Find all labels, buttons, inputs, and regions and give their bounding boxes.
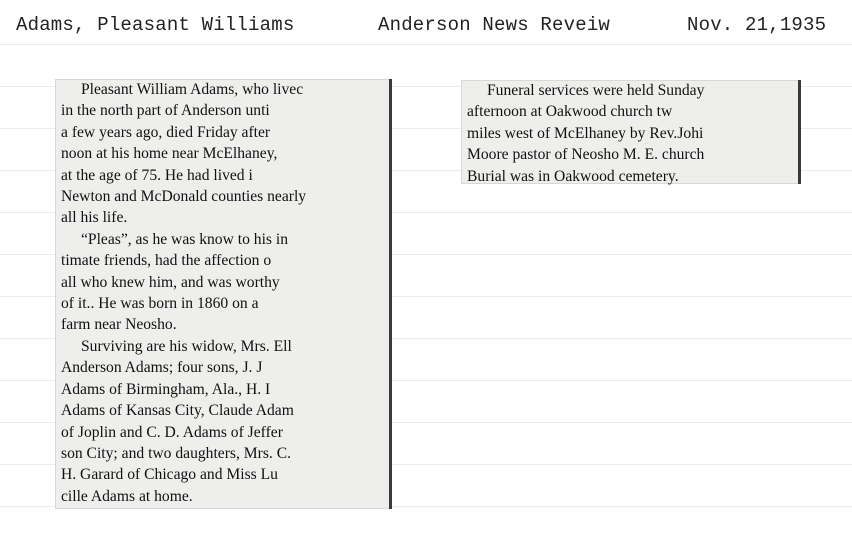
index-card-header: [0, 0, 852, 44]
text-line: Adams of Birmingham, Ala., H. I: [61, 380, 271, 398]
text-line: all who knew him, and was worthy: [61, 273, 280, 291]
subject-name: Adams, Pleasant Williams: [16, 14, 295, 36]
text-line: of it.. He was born in 1860 on a: [61, 295, 259, 313]
publication-date: Nov. 21,1935: [687, 14, 827, 36]
text-line: Pleasant William Adams, who livec: [81, 81, 304, 98]
text-line: Funeral services were held Sunday: [487, 82, 705, 99]
obituary-text: [61, 79, 388, 507]
text-line: afternoon at Oakwood church tw: [467, 103, 673, 121]
text-line: all his life.: [61, 209, 128, 227]
text-line: a few years ago, died Friday after: [61, 123, 271, 141]
text-line: cille Adams at home.: [61, 487, 193, 505]
funeral-clipping: [461, 80, 801, 184]
text-line: H. Garard of Chicago and Miss Lu: [61, 466, 278, 484]
text-line: of Joplin and C. D. Adams of Jeffer: [61, 423, 283, 441]
text-line: in the north part of Anderson unti: [61, 102, 270, 120]
text-line: Newton and McDonald counties nearly: [61, 188, 307, 206]
text-line: Anderson Adams; four sons, J. J: [61, 359, 263, 377]
text-line: at the age of 75. He had lived i: [61, 166, 253, 184]
text-line: “Pleas”, as he was know to his in: [81, 230, 289, 248]
ruled-line: [0, 44, 852, 45]
text-line: Adams of Kansas City, Claude Adam: [61, 402, 294, 420]
text-line: Burial was in Oakwood cemetery.: [467, 167, 679, 185]
text-line: timate friends, had the affection o: [61, 252, 272, 270]
text-line: miles west of McElhaney by Rev.Johi: [467, 124, 704, 142]
text-line: farm near Neosho.: [61, 316, 177, 334]
clipping-cut-edge: [798, 80, 801, 184]
funeral-text: [467, 80, 797, 187]
text-line: noon at his home near McElhaney,: [61, 145, 278, 163]
clipping-cut-edge: [389, 79, 392, 509]
newspaper-name: Anderson News Reveiw: [378, 14, 611, 36]
obituary-clipping: [55, 79, 392, 509]
text-line: son City; and two daughters, Mrs. C.: [61, 444, 292, 462]
text-line: Surviving are his widow, Mrs. Ell: [81, 337, 292, 355]
text-line: Moore pastor of Neosho M. E. church: [467, 146, 705, 164]
